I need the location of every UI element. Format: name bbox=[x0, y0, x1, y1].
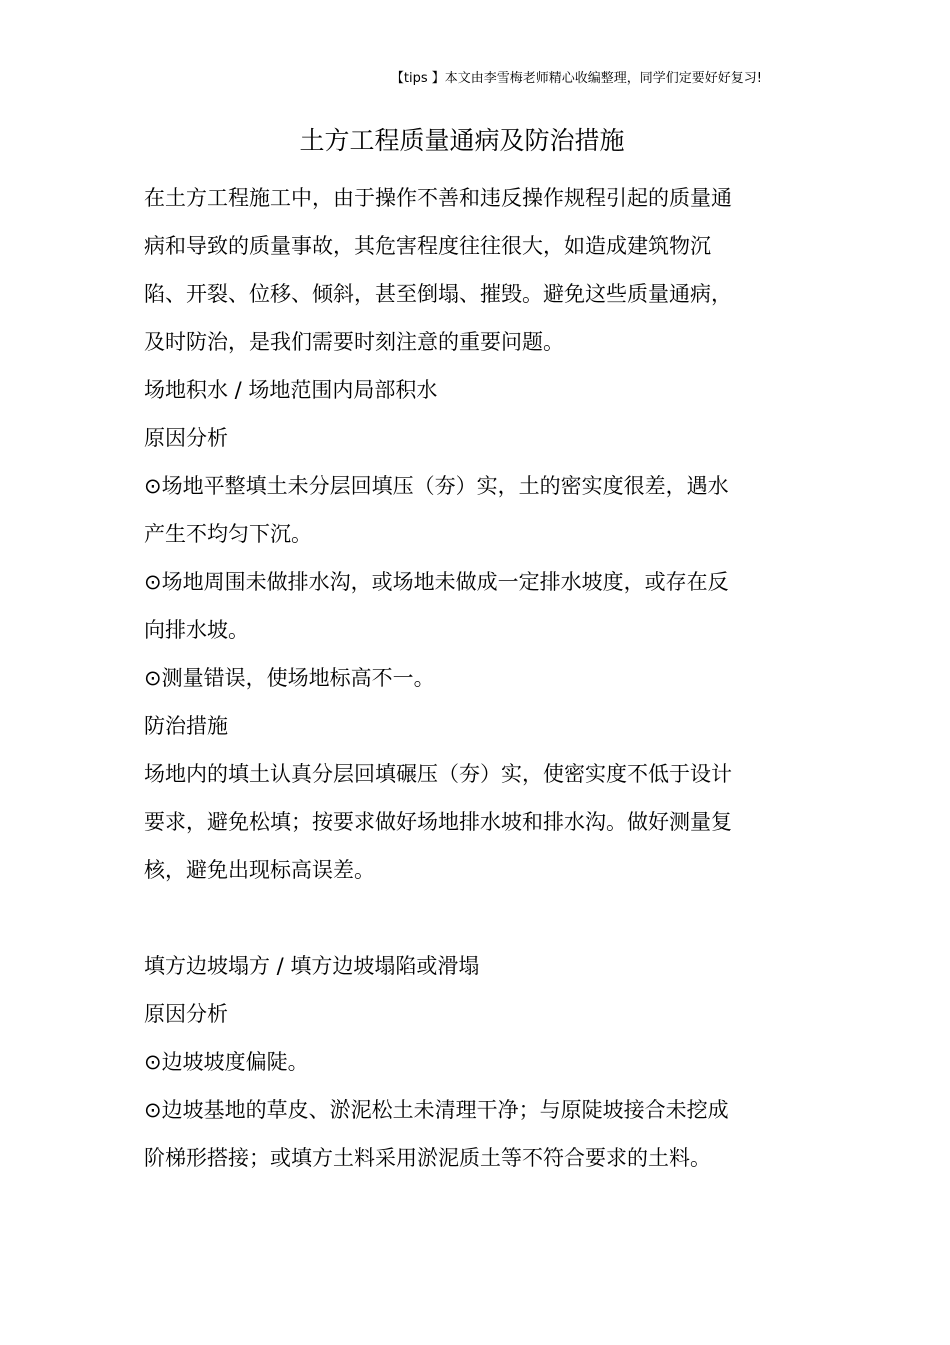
cause-item: ⊙测量错误，使场地标高不一。 bbox=[144, 666, 435, 690]
header-tip: 【tips 】本文由李雪梅老师精心收编整理，同学们定要好好复习! bbox=[390, 71, 762, 86]
section-heading: 填方边坡塌方 / 填方边坡塌陷或滑塌 bbox=[144, 954, 480, 978]
section-heading: 场地积水 / 场地范围内局部积水 bbox=[144, 378, 438, 402]
cause-item: ⊙边坡坡度偏陡。 bbox=[144, 1050, 309, 1074]
measure-paragraph: 场地内的填土认真分层回填碾压（夯）实，使密实度不低于设计要求，避免松填；按要求做好场地排水坡和排水沟。做好测量复核，避免出现标高误差。 bbox=[144, 762, 732, 882]
measure-label: 防治措施 bbox=[144, 714, 228, 738]
intro-paragraph: 在土方工程施工中，由于操作不善和违反操作规程引起的质量通病和导致的质量事故，其危害程度往往很大，如造成建筑物沉陷、开裂、位移、倾斜，甚至倒塌、摧毁。避免这些质量通病，及时防治，是我们需要时刻注意的重要问题。 bbox=[144, 186, 732, 354]
cause-item: ⊙场地周围未做排水沟，或场地未做成一定排水坡度，或存在反向排水坡。 bbox=[144, 570, 729, 642]
page-title: 土方工程质量通病及防治措施 bbox=[299, 126, 625, 155]
section-spacer bbox=[144, 894, 744, 942]
cause-item: ⊙场地平整填土未分层回填压（夯）实，土的密实度很差，遇水产生不均匀下沉。 bbox=[144, 474, 729, 546]
cause-label: 原因分析 bbox=[144, 1002, 228, 1026]
cause-item: ⊙边坡基地的草皮、淤泥松土未清理干净；与原陡坡接合未挖成阶梯形搭接；或填方土料采用淤泥质土等不符合要求的土料。 bbox=[144, 1098, 729, 1170]
document-body bbox=[144, 174, 744, 1182]
cause-label: 原因分析 bbox=[144, 426, 228, 450]
